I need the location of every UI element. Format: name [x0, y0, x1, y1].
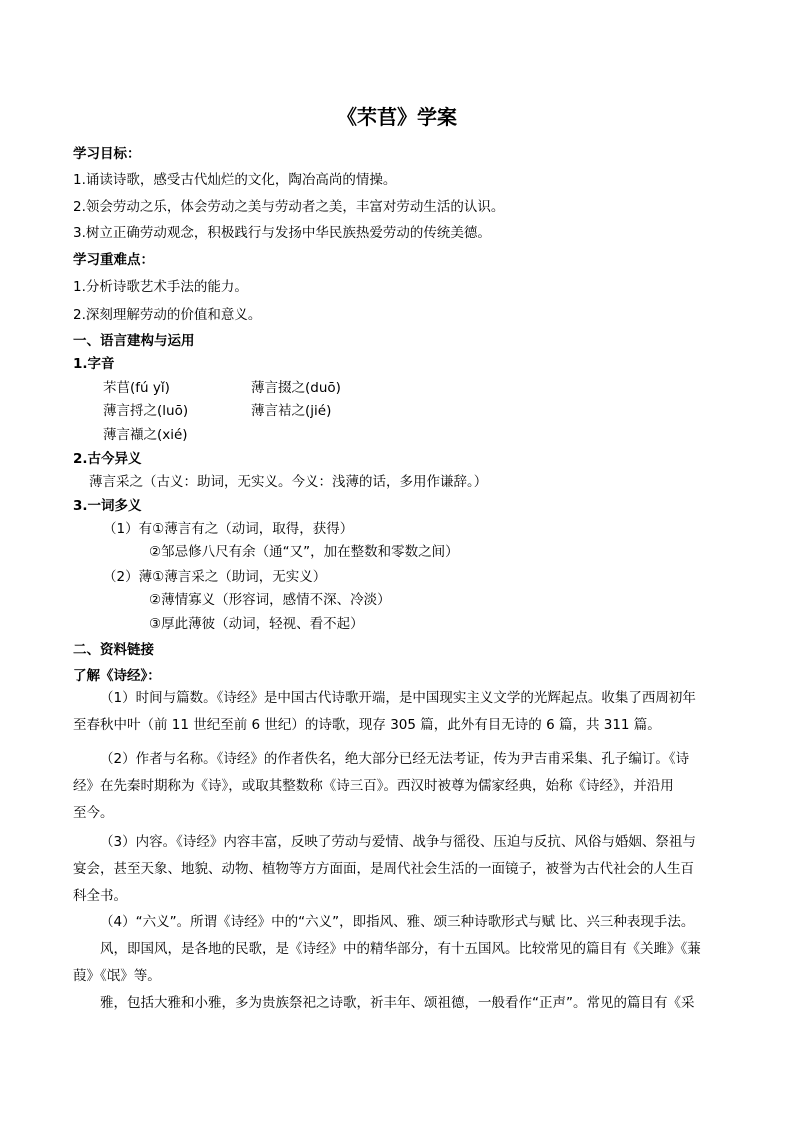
- polysemy-line: ②邹忌修八尺有余（通“又”，加在整数和零数之间）: [149, 544, 459, 560]
- objective-item: 2.领会劳动之乐，体会劳动之美与劳动者之美，丰富对劳动生活的认识。: [73, 199, 505, 215]
- pronunciation-entry: 薄言掇之(duō): [251, 380, 341, 396]
- paragraph-line: 宴会，甚至天象、地貌、动物、植物等方方面面，是周代社会生活的一面镜子，被誉为古代社会的人生百: [73, 861, 694, 877]
- pronunciation-heading: 1.字音: [73, 356, 115, 372]
- polysemy-line: （1）有①薄言有之（动词，取得，获得）: [103, 521, 354, 537]
- pronunciation-entry: 薄言袺之(jié): [251, 403, 332, 419]
- paragraph: [73, 746, 723, 827]
- paragraph: [73, 909, 723, 936]
- polysemy-line: ③厚此薄彼（动词，轻视、看不起）: [149, 616, 364, 632]
- paragraph-line: 风，即国风，是各地的民歌，是《诗经》中的精华部分，有十五国风。比较常见的篇目有《关雎》《蒹: [100, 941, 701, 957]
- pronunciation-entry: 芣苢(fú yǐ): [103, 380, 170, 396]
- polysemy-line: （2）薄①薄言采之（助词，无实义）: [103, 569, 327, 585]
- objectives-heading: 学习目标：: [73, 146, 141, 162]
- shijing-subheading: 了解《诗经》：: [73, 668, 161, 684]
- section2-heading: 二、资料链接: [73, 642, 154, 658]
- keypoints-heading: 学习重难点：: [73, 252, 154, 268]
- paragraph: [73, 936, 723, 990]
- paragraph-line: 科全书。: [73, 888, 127, 904]
- paragraph: [73, 990, 723, 1017]
- paragraph-line: 经》在先秦时期称为《诗》，或取其整数称《诗三百》。西汉时被尊为儒家经典，始称《诗经》，并沿用: [73, 778, 674, 794]
- objective-item: 1.诵读诗歌，感受古代灿烂的文化，陶冶高尚的情操。: [73, 172, 397, 188]
- paragraph-line: 雅，包括大雅和小雅，多为贵族祭祀之诗歌，祈丰年、颂祖德，一般看作“正声”。常见的篇目有《采: [100, 995, 695, 1011]
- paragraph: [73, 685, 723, 739]
- paragraph-line: 葭》《氓》等。: [73, 968, 161, 984]
- polysemy-line: ②薄情寡义（形容词，感情不深、冷淡）: [149, 592, 391, 608]
- keypoint-item: 1.分析诗歌艺术手法的能力。: [73, 279, 248, 295]
- keypoint-item: 2.深刻理解劳动的价值和意义。: [73, 307, 262, 323]
- paragraph: [73, 829, 723, 910]
- paragraph-line: 至今。: [73, 805, 114, 821]
- section1-heading: 一、语言建构与运用: [73, 333, 195, 349]
- page-title: 《芣苢》学案: [337, 105, 457, 129]
- paragraph-line: （2）作者与名称。《诗经》的作者佚名，绝大部分已经无法考证，传为尹吉甫采集、孔子编订。《诗: [100, 751, 690, 767]
- objective-item: 3.树立正确劳动观念，积极践行与发扬中华民族热爱劳动的传统美德。: [73, 225, 491, 241]
- paragraph-line: （4）“六义”。所谓《诗经》中的“六义”，即指风、雅、颂三种诗歌形式与赋 比、兴三种表现手法。: [100, 914, 695, 930]
- paragraph-line: （1）时间与篇数。《诗经》是中国古代诗歌开端，是中国现实主义文学的光辉起点。收集了西周初年: [100, 690, 696, 706]
- paragraph-line: （3）内容。《诗经》内容丰富，反映了劳动与爱情、战争与徭役、压迫与反抗、风俗与婚姻、祭祖与: [100, 834, 696, 850]
- polysemy-heading: 3.一词多义: [73, 498, 142, 514]
- paragraph-line: 至春秋中叶（前 11 世纪至前 6 世纪）的诗歌，现存 305 篇，此外有目无诗的 6 篇，共 311 篇。: [73, 717, 661, 733]
- ancient-modern-heading: 2.古今异义: [73, 451, 142, 467]
- pronunciation-entry: 薄言捋之(luō): [103, 403, 189, 419]
- pronunciation-entry: 薄言襭之(xié): [103, 427, 188, 443]
- ancient-modern-text: 薄言采之（古义：助词，无实义。今义：浅薄的话，多用作谦辞。）: [89, 474, 488, 490]
